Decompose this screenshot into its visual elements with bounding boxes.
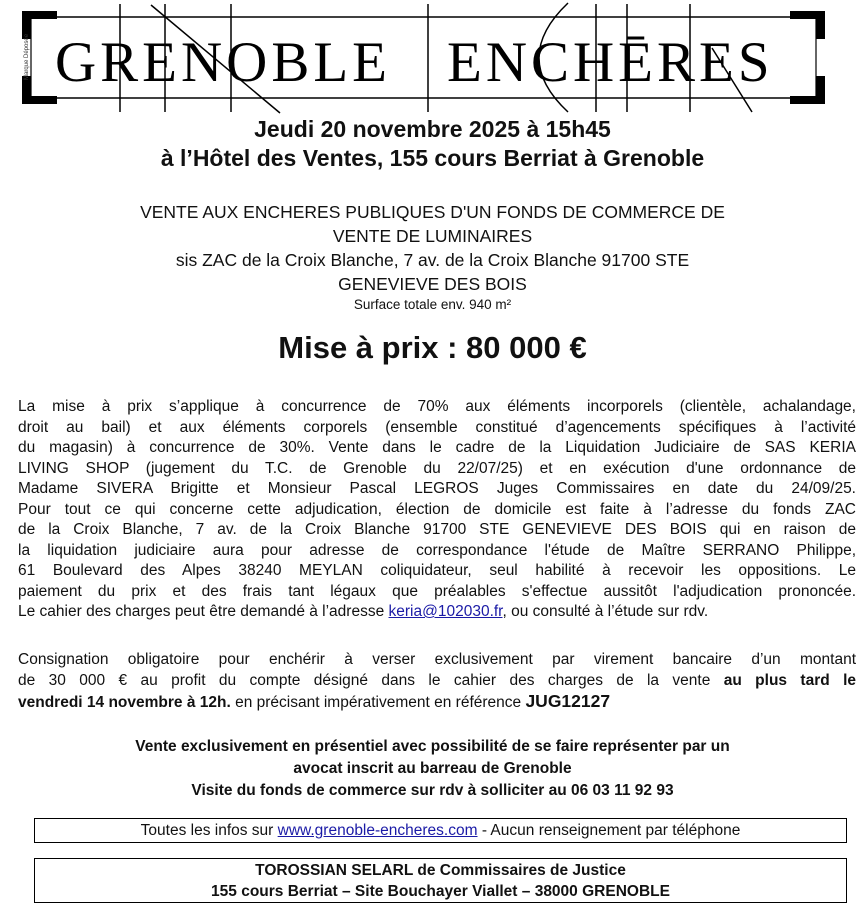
deadline-date: vendredi 14 novembre à 12h. [18,694,231,711]
reference-code: JUG12127 [525,691,611,711]
sale-date: Jeudi 20 novembre 2025 à 15h45 [254,116,611,142]
email-link[interactable]: keria@102030.fr [388,603,503,620]
logo-word-grenoble: GRENOBLE [55,31,391,94]
sale-conditions-paragraph [18,397,856,623]
logo [0,0,865,115]
paragraph-line: Madame SIVERA Brigitte et Monsieur Pascal LEGROS Juges Commissaires en date du 24/09/25. [18,480,856,497]
firm-address [35,881,846,902]
paragraph-line: droit au bail) et aux éléments corporels (ensemble constitué d’agencements spécifiques à l’activité [18,418,856,436]
paragraph-line: Pour tout ce qui concerne cette adjudication, élection de domicile est faite à l’adresse du fonds ZAC [18,500,856,518]
lot-description [0,200,865,314]
trademark-label: Marque Déposée [24,33,30,80]
paragraph-line: 61 Boulevard des Alpes 38240 MEYLAN coliquidateur, seul habilité à recevoir les oppositions. Le [18,562,856,579]
paragraph-line [18,602,856,623]
sale-notice [0,736,865,802]
paragraph-line [18,691,856,714]
paragraph-line [18,671,856,692]
text: de 30 000 € au profit du compte désigné dans le cahier des charges de la vente [18,671,724,689]
lot-line: GENEVIEVE DES BOIS [338,274,527,294]
firm-description: de Commissaires de Justice [413,862,626,879]
paragraph-line: la liquidation judiciaire aura pour adresse de correspondance l'étude de Maître SERRANO Philippe, [18,541,856,559]
firm-name: TOROSSIAN SELARL [255,862,414,879]
text: 155 cours Berriat – Site Bouchayer Viallet – 38000 [211,883,583,900]
paragraph-line: de la Croix Blanche, 7 av. de la Croix Blanche 91700 STE GENEVIEVE DES BOIS qui en raison de [18,521,856,538]
sale-place: à l’Hôtel des Ventes, 155 cours Berriat à Grenoble [160,145,705,171]
starting-price: Mise à prix : 80 000 € [278,330,587,365]
text: - Aucun renseignement par téléphone [477,822,741,839]
logo-word-encheres: ENCHĒRES [447,31,774,94]
website-link[interactable]: www.grenoble-encheres.com [277,822,478,839]
text: Toutes les infos sur [140,822,278,839]
paragraph-line: La mise à prix s’applique à concurrence de 70% aux éléments incorporels (clientèle, achalandage, [18,398,856,415]
lot-surface: Surface totale env. 940 m² [353,297,512,312]
firm-line [35,860,846,881]
deposit-paragraph [18,650,856,714]
notice-line: Visite du fonds de commerce sur rdv à solliciter au 06 03 11 92 93 [191,782,674,799]
notice-line: Vente exclusivement en présentiel avec possibilité de se faire représenter par un [135,738,730,755]
paragraph-line: du magasin) à concurrence de 30%. Vente dans le cadre de la Liquidation Judiciaire de SAS KERIA [18,439,856,456]
deadline-text: au plus tard le [723,671,856,689]
text: Le cahier des charges peut être demandé à l’adresse [18,603,389,620]
city: GRENOBLE [582,883,670,900]
paragraph-line: paiement du prix et des frais tant légaux que préalables s'effectue aussitôt l'adjudication prononcée. [18,582,856,600]
lot-line: VENTE DE LUMINAIRES [332,226,533,246]
info-box [34,818,847,843]
footer-box [34,858,847,903]
text: , ou consulté à l’étude sur rdv. [502,603,709,620]
text: en précisant impérativement en référence [230,694,526,711]
lot-line: VENTE AUX ENCHERES PUBLIQUES D'UN FONDS DE COMMERCE DE [140,202,725,222]
paragraph-line: LIVING SHOP (jugement du T.C. de Grenoble du 22/07/25) et en exécution d'une ordonnance de [18,459,856,477]
notice-line: avocat inscrit au barreau de Grenoble [293,760,572,777]
lot-line: sis ZAC de la Croix Blanche, 7 av. de la Croix Blanche 91700 STE [175,250,690,270]
paragraph-line: Consignation obligatoire pour enchérir à verser exclusivement par virement bancaire d’un montant [18,651,856,668]
